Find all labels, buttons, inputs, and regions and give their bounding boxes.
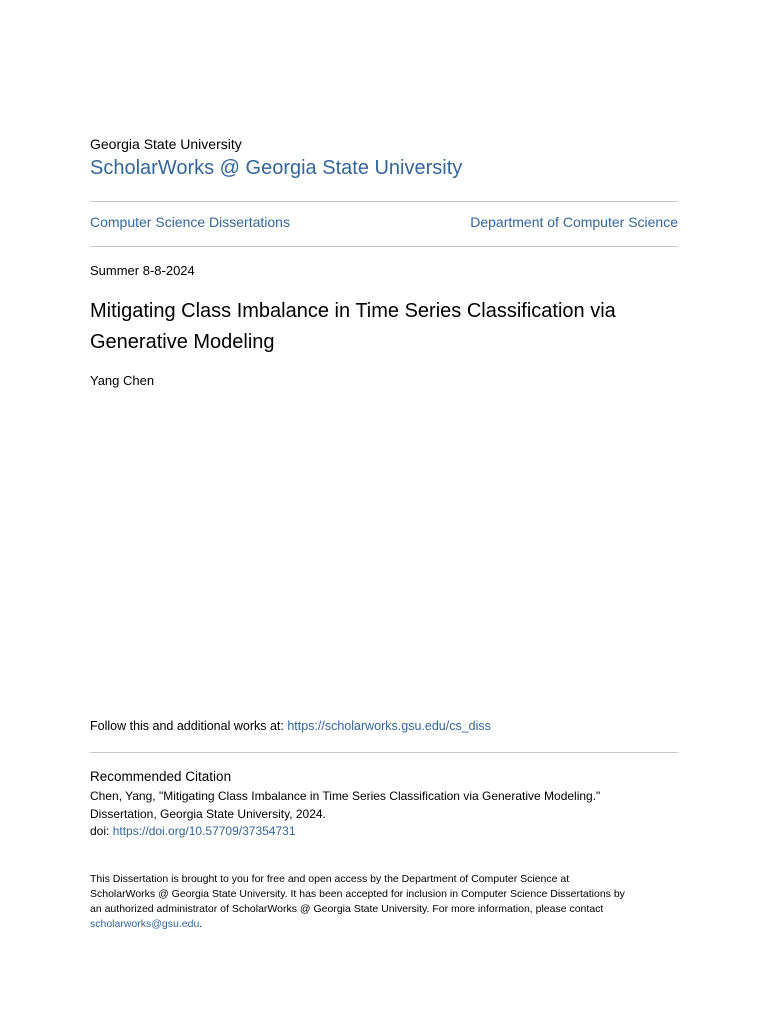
repository-link[interactable]: ScholarWorks @ Georgia State University	[90, 157, 463, 179]
doi-link[interactable]: https://doi.org/10.57709/37354731	[112, 824, 296, 838]
notice-suffix: .	[199, 918, 203, 930]
recommended-citation-heading: Recommended Citation	[90, 769, 232, 784]
citation-text	[90, 788, 678, 841]
divider-top	[90, 201, 678, 202]
divider-nav	[90, 246, 678, 247]
department-link[interactable]: Department of Computer Science	[470, 214, 678, 230]
follow-line	[90, 719, 491, 733]
citation-line-1: Chen, Yang, "Mitigating Class Imbalance in Time Series Classification via Generative Modeling."	[90, 789, 601, 803]
doi-prefix: doi:	[90, 824, 113, 838]
title-line-2: Generative Modeling	[90, 331, 275, 353]
divider-bottom	[90, 752, 678, 753]
document-title	[90, 296, 670, 358]
collection-url-link[interactable]: https://scholarworks.gsu.edu/cs_diss	[287, 719, 491, 733]
author-name: Yang Chen	[90, 373, 155, 388]
contact-email-link[interactable]: scholarworks@gsu.edu	[90, 918, 200, 930]
collection-link[interactable]: Computer Science Dissertations	[90, 214, 290, 230]
follow-prefix: Follow this and additional works at:	[90, 719, 288, 733]
citation-line-2: Dissertation, Georgia State University, 2024.	[90, 806, 326, 821]
notice-line-3: an authorized administrator of ScholarWorks @ Georgia State University. For more information, please contact	[90, 903, 604, 915]
notice-line-1: This Dissertation is brought to you for free and open access by the Department of Computer Science at	[90, 873, 570, 885]
notice-line-2: ScholarWorks @ Georgia State University. It has been accepted for inclusion in Computer Science Dissertations by	[90, 888, 625, 900]
title-line-1: Mitigating Class Imbalance in Time Series Classification via	[90, 300, 616, 322]
institution-name: Georgia State University	[90, 136, 242, 152]
cover-page	[90, 0, 678, 1024]
access-notice	[90, 872, 678, 932]
publication-date: Summer 8-8-2024	[90, 263, 195, 278]
